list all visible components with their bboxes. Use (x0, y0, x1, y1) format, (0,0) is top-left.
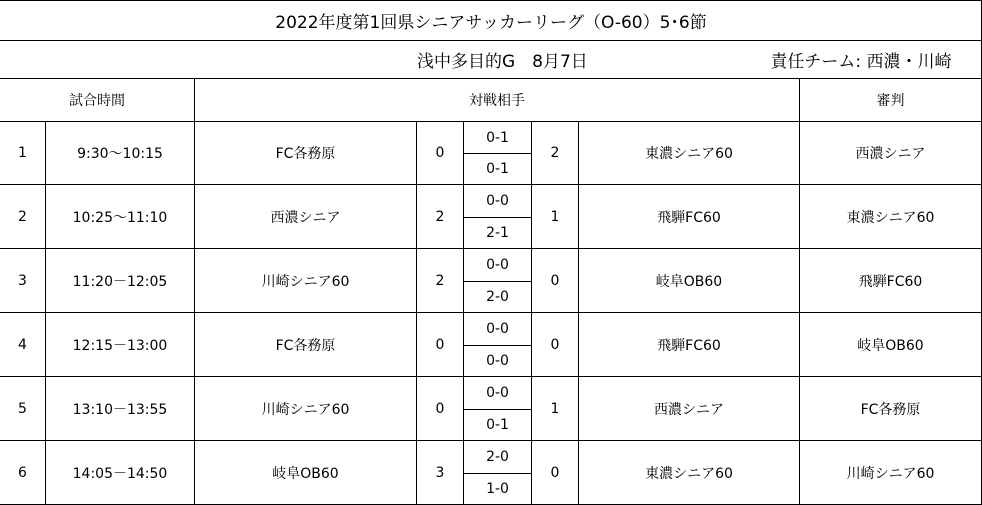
away-score: 2 (550, 145, 560, 161)
first-half-score: 0-0 (486, 385, 509, 401)
away-team: 飛騨FC60 (657, 337, 721, 354)
away-score: 1 (550, 400, 560, 417)
away-score: 1 (550, 208, 560, 225)
match-time: 12:15－13:00 (72, 337, 168, 354)
venue-date: 浅中多目的G 8月7日 (417, 52, 588, 72)
away-team: 西濃シニア (654, 401, 724, 418)
home-score: 2 (435, 272, 445, 289)
home-team: FC各務原 (275, 146, 336, 162)
home-team: 川崎シニア60 (261, 401, 350, 418)
match-time: 9:30～10:15 (77, 146, 163, 162)
match-time: 14:05－14:50 (72, 465, 168, 482)
header-referee: 審判 (876, 93, 905, 109)
home-score: 2 (435, 208, 445, 225)
away-team: 飛騨FC60 (657, 209, 721, 226)
first-half-score: 0-0 (486, 257, 509, 273)
second-half-score: 1-0 (486, 481, 509, 497)
match-no: 1 (18, 145, 27, 161)
match-time: 11:20－12:05 (72, 273, 168, 290)
referee-team: FC各務原 (860, 401, 921, 418)
second-half-score: 2-0 (486, 289, 509, 305)
referee-team: 東濃シニア60 (846, 209, 935, 226)
home-score: 0 (435, 400, 445, 417)
second-half-score: 0-0 (486, 353, 509, 369)
away-team: 東濃シニア60 (645, 146, 733, 162)
first-half-score: 2-0 (486, 449, 509, 465)
second-half-score: 2-1 (486, 225, 509, 241)
first-half-score: 0-1 (486, 129, 509, 146)
header-time: 試合時間 (69, 93, 125, 109)
away-score: 0 (550, 464, 560, 481)
match-time: 10:25～11:10 (72, 209, 168, 226)
away-team: 東濃シニア60 (645, 465, 733, 482)
match-no: 5 (18, 400, 27, 417)
match-no: 6 (18, 464, 27, 481)
second-half-score: 0-1 (486, 161, 509, 177)
match-time: 13:10－13:55 (72, 401, 168, 418)
first-half-score: 0-0 (486, 321, 509, 337)
match-no: 3 (18, 272, 27, 289)
match-no: 4 (18, 336, 27, 353)
second-half-score: 0-1 (486, 417, 509, 433)
responsible-teams: 責任チーム: 西濃・川崎 (770, 52, 952, 72)
home-team: FC各務原 (275, 337, 336, 354)
home-team: 岐阜OB60 (272, 465, 339, 482)
home-team: 西濃シニア (270, 209, 341, 226)
sheet-title: 2022年度第1回県シニアサッカーリーグ（O-60）5･6節 (275, 12, 707, 33)
away-score: 0 (550, 336, 560, 353)
home-team: 川崎シニア60 (261, 273, 350, 290)
referee-team: 岐阜OB60 (857, 337, 924, 354)
referee-team: 西濃シニア (855, 146, 926, 162)
referee-team: 川崎シニア60 (846, 465, 935, 482)
home-score: 0 (435, 145, 445, 161)
away-team: 岐阜OB60 (655, 273, 723, 290)
referee-team: 飛騨FC60 (858, 273, 923, 290)
home-score: 0 (435, 336, 445, 353)
away-score: 0 (550, 272, 560, 289)
match-no: 2 (18, 208, 27, 225)
header-match: 対戦相手 (469, 93, 525, 109)
home-score: 3 (435, 464, 445, 481)
first-half-score: 0-0 (486, 193, 509, 209)
